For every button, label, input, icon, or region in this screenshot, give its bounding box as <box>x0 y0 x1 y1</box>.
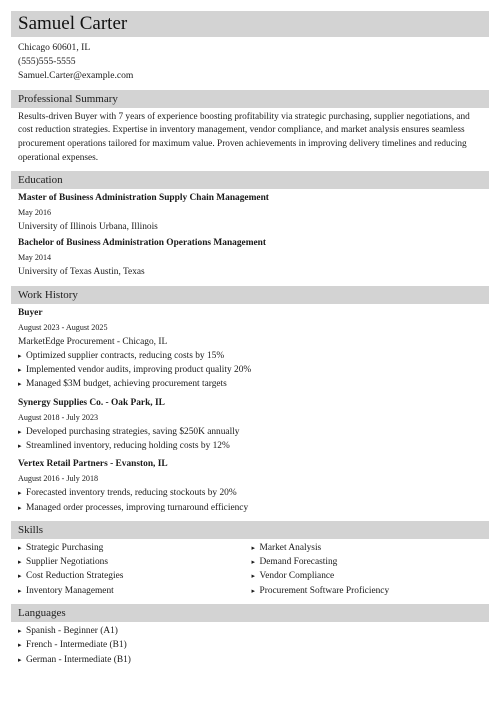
bullet-triangle-icon: ▸ <box>251 543 256 552</box>
education-section <box>11 192 489 279</box>
summary-section <box>11 111 489 166</box>
job-bullets <box>18 425 485 454</box>
bullet-triangle-icon: ▸ <box>251 586 256 595</box>
bullet-triangle-icon: ▸ <box>18 543 22 552</box>
education-heading-text: Education <box>18 173 63 186</box>
contact-block <box>11 41 489 84</box>
languages-section <box>11 624 489 667</box>
list-item: ▸ French - Intermediate (B1) <box>18 638 485 652</box>
email: Samuel.Carter@example.com <box>18 70 134 82</box>
bullet-triangle-icon: ▸ <box>18 427 22 436</box>
job-title: Vertex Retail Partners - Evanston, IL <box>18 459 168 470</box>
list-item: ▸ Procurement Software Proficiency <box>252 584 486 598</box>
list-item: ▸ Market Analysis <box>252 541 486 555</box>
bullet-triangle-icon: ▸ <box>18 351 22 360</box>
summary-text: Results-driven Buyer with 7 years of experience boosting profitability via strategic purchasing, supplier negotiations, and cost reduction strategies. Expertise in inventory management, vendor compliance, and market analysis ensures seamless procurement operations tailored for maximum value. Proven achievements in improving delivery timelines and reducing operational expenses. <box>18 111 470 163</box>
job-title: Buyer <box>18 307 43 318</box>
job-company: MarketEdge Procurement - Chicago, IL <box>18 336 168 347</box>
skills-right-column <box>252 541 486 598</box>
job-bullets <box>18 486 485 515</box>
list-item: ▸ Optimized supplier contracts, reducing costs by 15% <box>18 349 485 363</box>
languages-heading-text: Languages <box>18 607 66 620</box>
list-item: ▸ German - Intermediate (B1) <box>18 653 485 667</box>
list-item: ▸ Demand Forecasting <box>252 555 486 569</box>
education-school: University of Texas Austin, Texas <box>18 266 145 277</box>
list-item: ▸ Supplier Negotiations <box>18 555 252 569</box>
list-item: ▸ Cost Reduction Strategies <box>18 569 252 583</box>
bullet-triangle-icon: ▸ <box>18 489 22 498</box>
job-dates: August 2018 - July 2023 <box>18 412 99 422</box>
bullet-triangle-icon: ▸ <box>18 441 22 450</box>
skills-section <box>11 541 489 598</box>
bullet-triangle-icon: ▸ <box>251 558 256 567</box>
education-school: University of Illinois Urbana, Illinois <box>18 221 158 232</box>
list-item: ▸ Developed purchasing strategies, saving $250K annually <box>18 425 485 439</box>
list-item: ▸ Managed $3M budget, achieving procurement targets <box>18 377 485 391</box>
list-item: ▸ Strategic Purchasing <box>18 541 252 555</box>
bullet-triangle-icon: ▸ <box>251 572 256 581</box>
work-heading-text: Work History <box>18 288 78 301</box>
candidate-name: Samuel Carter <box>18 13 128 34</box>
list-item: ▸ Streamlined inventory, reducing holding costs by 12% <box>18 439 485 453</box>
education-date: May 2016 <box>18 207 52 217</box>
job-bullets <box>18 349 485 392</box>
list-item: ▸ Forecasted inventory trends, reducing stockouts by 20% <box>18 486 485 500</box>
bullet-triangle-icon: ▸ <box>18 380 22 389</box>
list-item: ▸ Spanish - Beginner (A1) <box>18 624 485 638</box>
bullet-triangle-icon: ▸ <box>18 558 22 567</box>
bullet-triangle-icon: ▸ <box>18 627 22 636</box>
list-item: ▸ Managed order processes, improving turnaround efficiency <box>18 501 485 515</box>
list-item: ▸ Implemented vendor audits, improving product quality 20% <box>18 363 485 377</box>
address: Chicago 60601, IL <box>18 42 91 53</box>
job-title: Synergy Supplies Co. - Oak Park, IL <box>18 397 165 408</box>
skills-heading <box>11 521 489 539</box>
education-date: May 2014 <box>18 252 52 262</box>
work-section <box>11 307 489 515</box>
work-heading <box>11 286 489 304</box>
list-item: ▸ Vendor Compliance <box>252 569 486 583</box>
education-degree: Bachelor of Business Administration Operations Management <box>18 237 267 248</box>
name-banner <box>11 11 489 37</box>
languages-list <box>18 624 485 667</box>
bullet-triangle-icon: ▸ <box>18 503 22 512</box>
summary-heading <box>11 90 489 108</box>
bullet-triangle-icon: ▸ <box>18 366 22 375</box>
bullet-triangle-icon: ▸ <box>18 641 22 650</box>
job-dates: August 2016 - July 2018 <box>18 474 99 484</box>
summary-heading-text: Professional Summary <box>18 92 118 105</box>
job-dates: August 2023 - August 2025 <box>18 322 108 332</box>
education-heading <box>11 171 489 189</box>
list-item: ▸ Inventory Management <box>18 584 252 598</box>
bullet-triangle-icon: ▸ <box>18 586 22 595</box>
bullet-triangle-icon: ▸ <box>18 655 22 664</box>
education-degree: Master of Business Administration Supply Chain Management <box>18 192 269 203</box>
skills-left-column <box>18 541 252 598</box>
skills-heading-text: Skills <box>18 523 44 536</box>
bullet-triangle-icon: ▸ <box>18 572 22 581</box>
phone: (555)555-5555 <box>18 56 76 68</box>
languages-heading <box>11 604 489 622</box>
